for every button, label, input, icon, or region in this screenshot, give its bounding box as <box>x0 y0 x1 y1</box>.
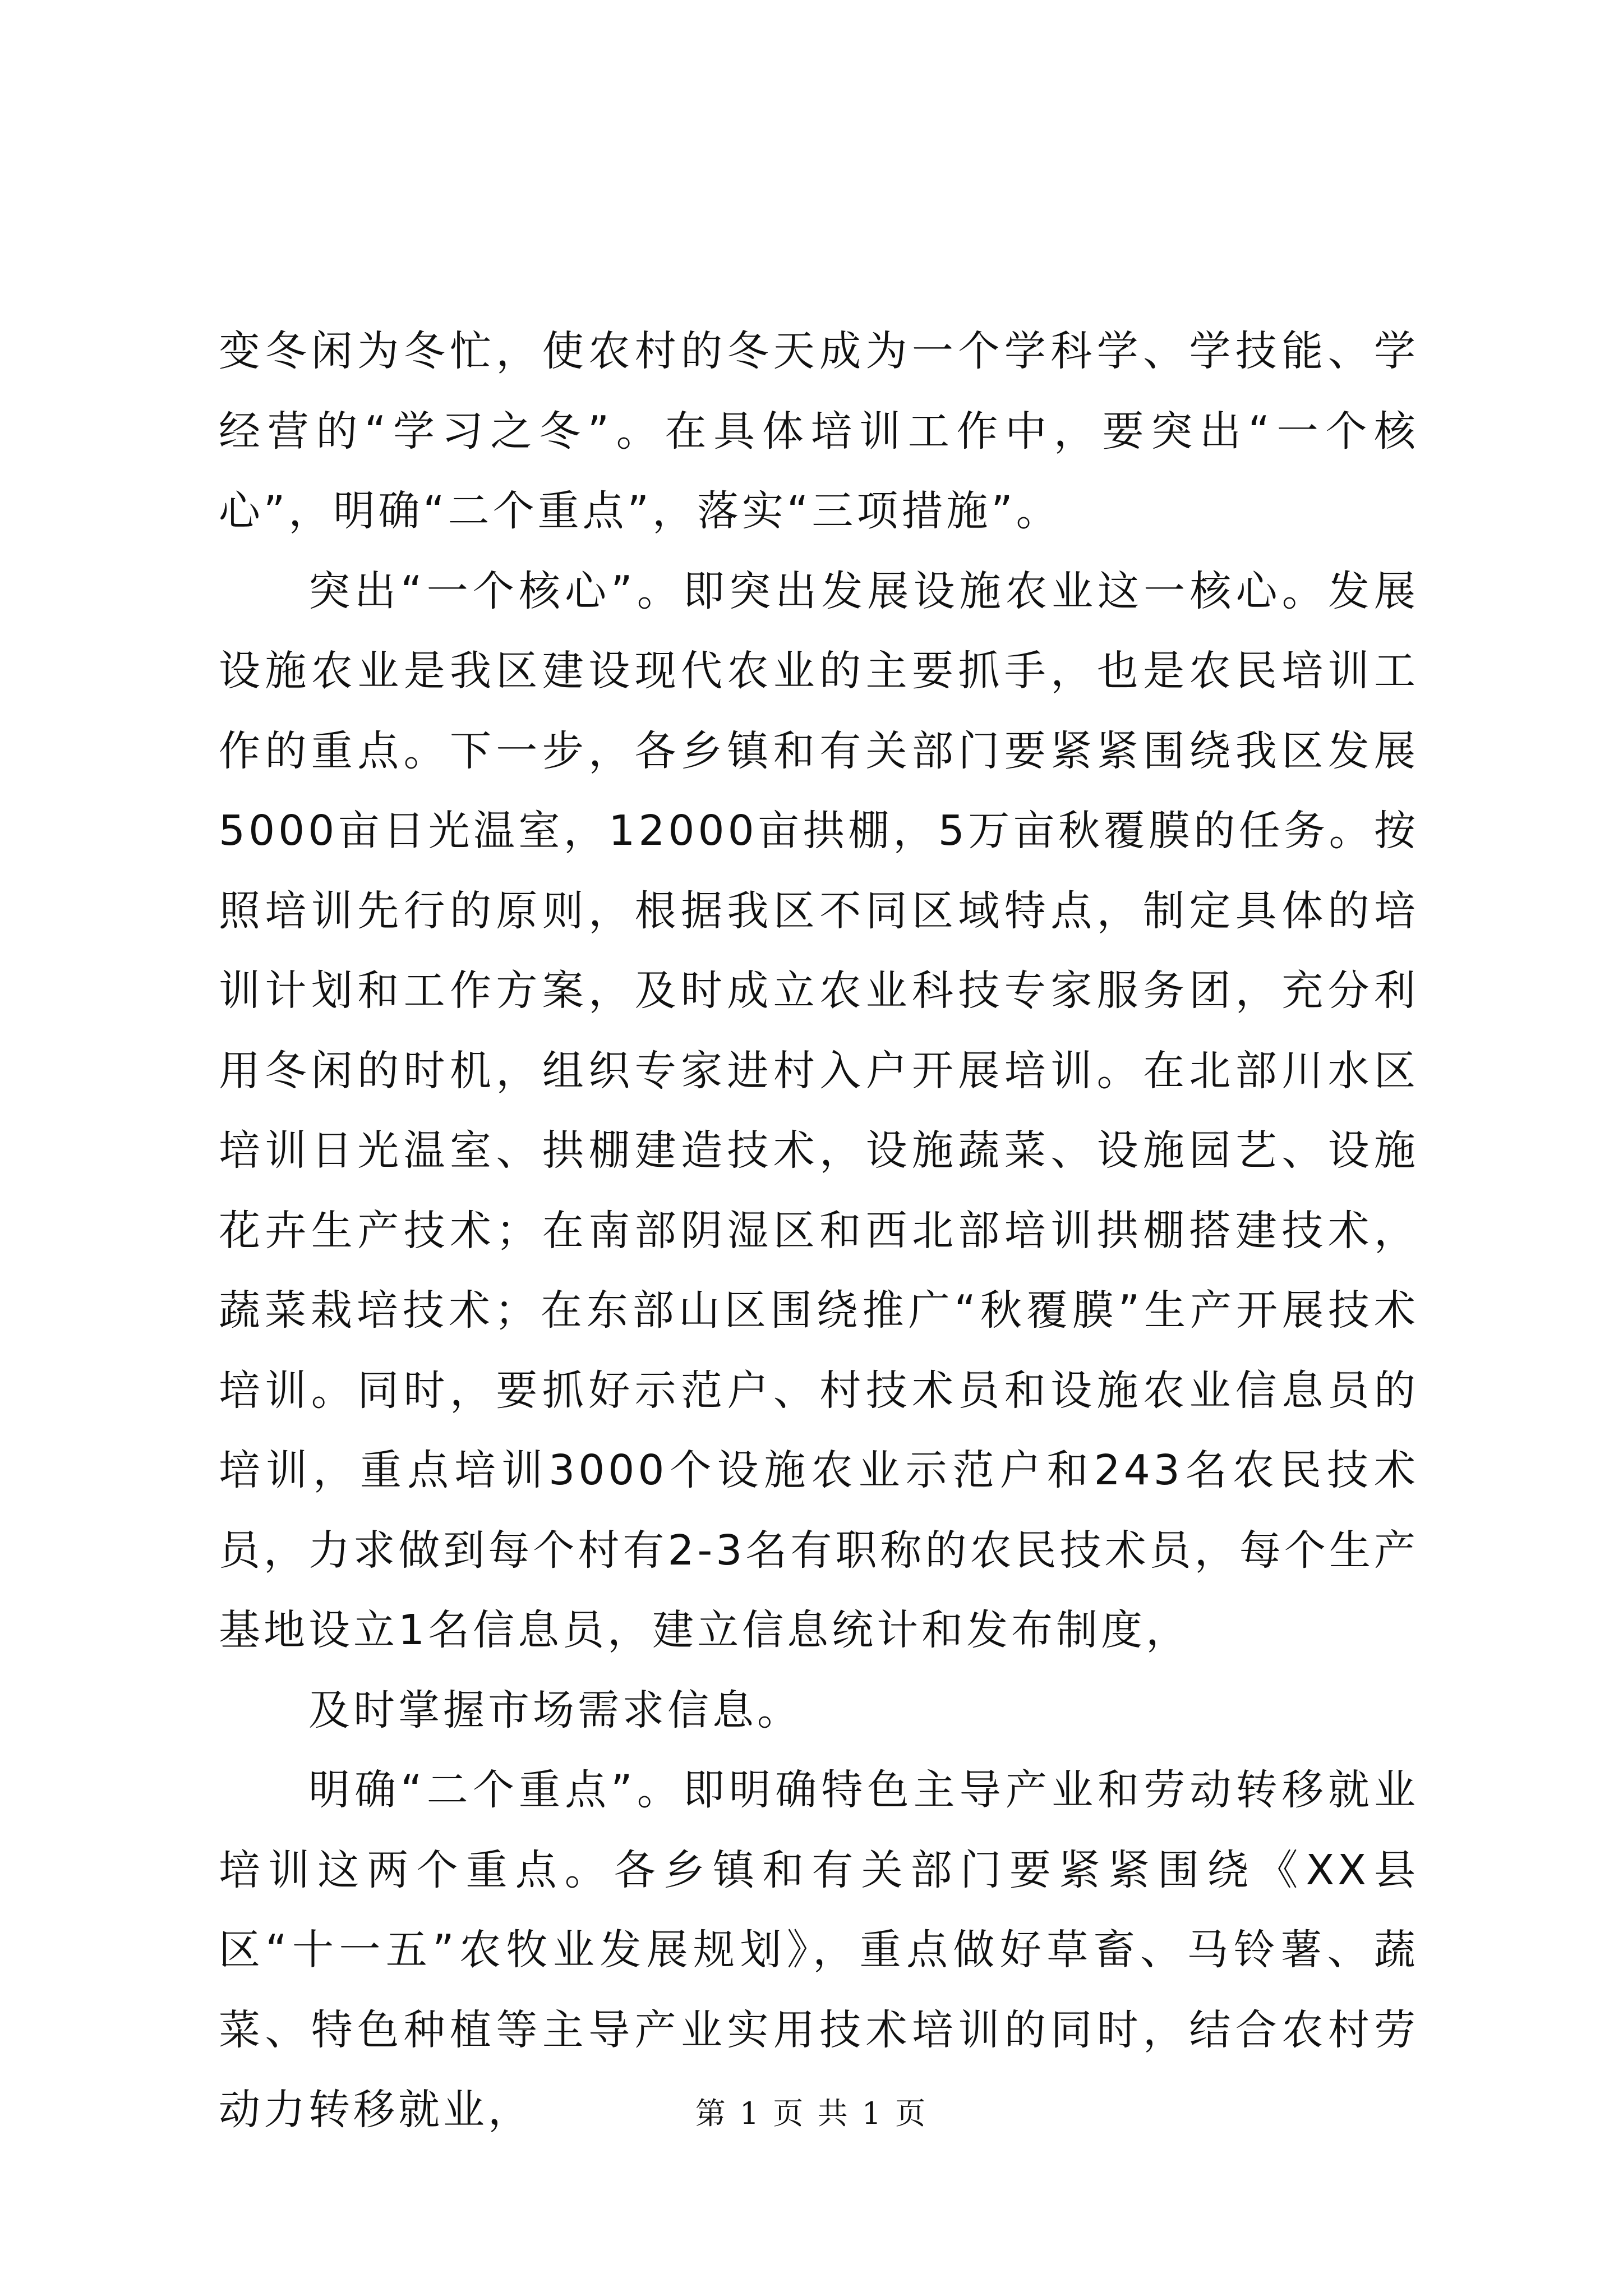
paragraph-intro: 变冬闲为冬忙，使农村的冬天成为一个学科学、学技能、学经营的“学习之冬”。在具体培训工作中，要突出“一个核心”，明确“二个重点”，落实“三项措施”。 <box>219 327 1419 535</box>
paragraph-market-info: 及时掌握市场需求信息。 <box>308 1686 802 1734</box>
paragraph-two-priorities: 明确“二个重点”。即明确特色主导产业和劳动转移就业培训这两个重点。各乡镇和有关部门要紧紧围绕《XX县区“十一五”农牧业发展规划》，重点做好草畜、马铃薯、蔬菜、特色种植等主导产业实用技术培训的同时，结合农村劳动力转移就业， <box>219 1766 1419 2134</box>
paragraph-core: 突出“一个核心”。即突出发展设施农业这一核心。发展设施农业是我区建设现代农业的主要抓手，也是农民培训工作的重点。下一步，各乡镇和有关部门要紧紧围绕我区发展5000亩日光温室，12000亩拱棚，5万亩秋覆膜的任务。按照培训先行的原则，根据我区不同区域特点，制定具体的培训计划和工作方案，及时成立农业科技专家服务团，充分利用冬闲的时机，组织专家进村入户开展培训。在北部川水区培训日光温室、拱棚建造技术，设施蔬菜、设施园艺、设施花卉生产技术；在南部阴湿区和西北部培训拱棚搭建技术，蔬菜栽培技术；在东部山区围绕推广“秋覆膜”生产开展技术培训。同时，要抓好示范户、村技术员和设施农业信息员的培训，重点培训3000个设施农业示范户和243名农民技术员，力求做到每个村有2-3名有职称的农民技术员，每个生产基地设立1名信息员，建立信息统计和发布制度， <box>219 567 1419 1654</box>
document-body <box>219 311 1419 2150</box>
page-footer: 第 1 页 共 1 页 <box>695 2096 928 2131</box>
